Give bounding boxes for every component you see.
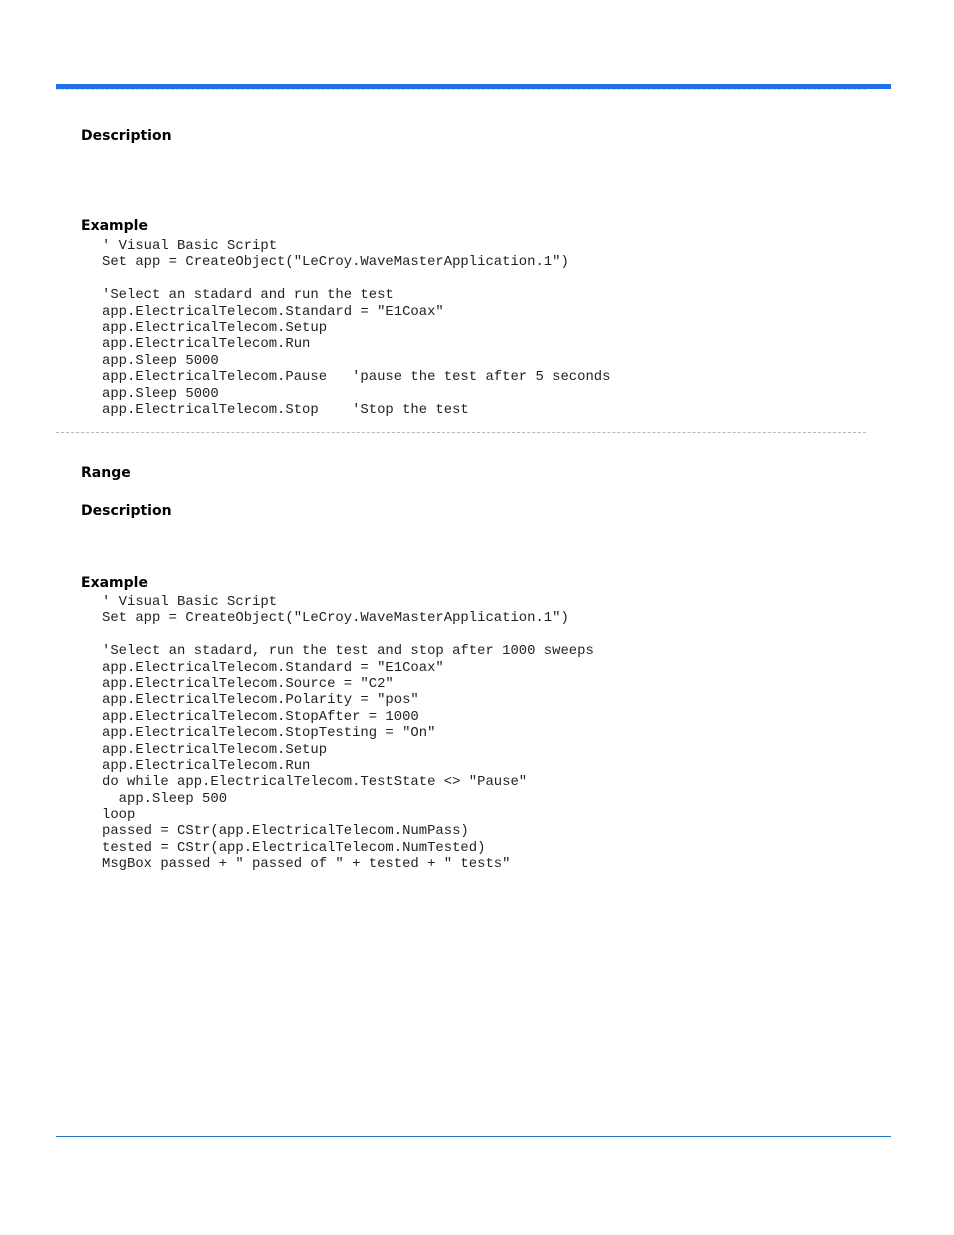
code-line: app.Sleep 5000	[102, 385, 219, 402]
footer-rule	[56, 1136, 891, 1137]
code-line: do while app.ElectricalTelecom.TestState <> "Pause"	[102, 774, 528, 791]
code-line: tested = CStr(app.ElectricalTelecom.NumTested)	[102, 839, 486, 856]
code-line: app.ElectricalTelecom.Setup	[102, 319, 328, 336]
code-line: app.ElectricalTelecom.Run	[102, 757, 311, 774]
code-line: app.ElectricalTelecom.Pause 'pause the test after 5 seconds	[102, 369, 611, 386]
code-line: 'Select an stadard and run the test	[102, 287, 394, 304]
code-line	[102, 271, 610, 287]
code-line: ' Visual Basic Script	[102, 594, 278, 610]
example-heading-1: Example	[81, 218, 148, 234]
description-heading-1: Description	[81, 128, 172, 144]
code-line: app.Sleep 500	[102, 790, 228, 807]
code-line: 'Select an stadard, run the test and stop after 1000 sweeps	[102, 643, 594, 660]
code-line: app.ElectricalTelecom.StopTesting = "On"	[102, 725, 436, 742]
code-line: app.ElectricalTelecom.Standard = "E1Coax"	[102, 303, 444, 320]
code-line	[102, 627, 594, 643]
code-line: app.ElectricalTelecom.Source = "C2"	[102, 675, 394, 692]
code-block-2	[102, 594, 594, 873]
code-line: loop	[102, 807, 136, 824]
description-heading-2: Description	[81, 503, 172, 519]
code-line: app.ElectricalTelecom.StopAfter = 1000	[102, 708, 419, 725]
code-line: app.ElectricalTelecom.Stop 'Stop the test	[102, 401, 469, 418]
code-line: app.Sleep 5000	[102, 352, 219, 369]
code-line: Set app = CreateObject("LeCroy.WaveMasterApplication.1")	[102, 254, 569, 271]
example-heading-2: Example	[81, 575, 148, 591]
code-line: Set app = CreateObject("LeCroy.WaveMasterApplication.1")	[102, 610, 569, 627]
code-line: MsgBox passed + " passed of " + tested + " tests"	[102, 856, 511, 873]
code-line: app.ElectricalTelecom.Run	[102, 336, 311, 353]
code-line: ' Visual Basic Script	[102, 238, 278, 254]
code-line: app.ElectricalTelecom.Standard = "E1Coax"	[102, 659, 444, 676]
code-line: app.ElectricalTelecom.Setup	[102, 741, 328, 758]
code-line: app.ElectricalTelecom.Polarity = "pos"	[102, 692, 419, 709]
range-heading: Range	[81, 465, 131, 481]
code-block-1	[102, 238, 610, 418]
code-line: passed = CStr(app.ElectricalTelecom.NumPass)	[102, 823, 469, 840]
section-separator	[56, 432, 866, 433]
header-dashed-rule	[56, 89, 866, 90]
